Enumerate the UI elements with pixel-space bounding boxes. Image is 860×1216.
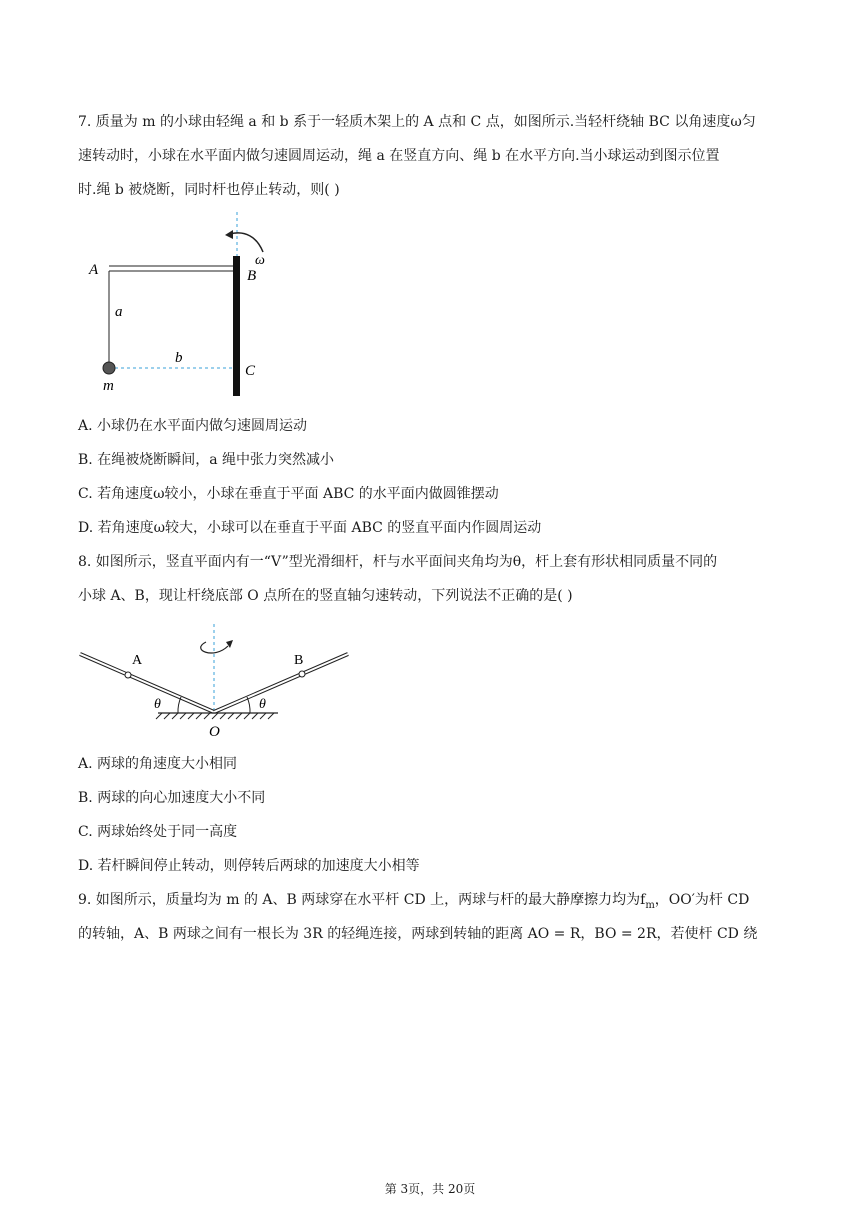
q7-label-c-point: C (245, 363, 256, 379)
q8-arc-left (178, 697, 181, 713)
q7-label-rope-a: a (115, 304, 123, 320)
q7-stem-line-3: 时.绳 b 被烧断，同时杆也停止转动，则( ) (78, 182, 340, 198)
q9-stem-line-1-text: 9. 如图所示，质量均为 m 的 A、B 两球穿在水平杆 CD 上，两球与杆的最大静摩擦力均为f (78, 892, 646, 908)
q7-option-b: B. 在绳被烧断瞬间，a 绳中张力突然减小 (78, 452, 334, 468)
q9-stem-line-1-tail: ，OO′为杆 CD (654, 892, 750, 908)
q9-stem-line-2: 的转轴，A、B 两球之间有一根长为 3R 的轻绳连接，两球到转轴的距离 AO = R，BO = 2R，若使杆 CD 绕 (78, 926, 758, 942)
q7-label-omega: ω (255, 253, 265, 268)
q8-stem-line-1: 8. 如图所示，竖直平面内有一“V”型光滑细杆，杆与水平面间夹角均为θ，杆上套有形状相同质量不同的 (78, 554, 718, 570)
q8-label-b: B (294, 653, 304, 668)
q7-stem-line-1: 7. 质量为 m 的小球由轻绳 a 和 b 系于一轻质木架上的 A 点和 C 点，如图所示.当轻杆绕轴 BC 以角速度ω匀 (78, 114, 756, 130)
q8-label-theta-left: θ (154, 697, 161, 712)
q7-label-a-point: A (89, 262, 99, 278)
q8-label-o: O (209, 724, 220, 740)
q8-label-a: A (132, 653, 143, 668)
q7-label-b-point: B (247, 268, 257, 284)
q8-ball-a (125, 672, 131, 678)
q7-option-a: A. 小球仍在水平面内做匀速圆周运动 (78, 418, 308, 434)
q7-label-rope-b: b (175, 350, 183, 366)
q8-option-b: B. 两球的向心加速度大小不同 (78, 790, 266, 806)
q7-rod-bc (233, 256, 240, 396)
q8-option-a: A. 两球的角速度大小相同 (78, 756, 238, 772)
q9-fm-subscript: m (645, 899, 655, 911)
q7-ball (103, 362, 115, 374)
page-footer: 第 3页，共 20页 (384, 1182, 476, 1196)
q7-figure (85, 212, 285, 402)
q7-option-d: D. 若角速度ω较大，小球可以在垂直于平面 ABC 的竖直平面内作圆周运动 (78, 520, 542, 536)
q8-stem-line-2: 小球 A、B，现让杆绕底部 O 点所在的竖直轴匀速转动，下列说法不正确的是( ) (78, 588, 573, 604)
q9-stem-line-1 (78, 890, 749, 916)
q7-rotation-arrow (230, 233, 263, 252)
q7-stem-line-2: 速转动时，小球在水平面内做匀速圆周运动，绳 a 在竖直方向、绳 b 在水平方向.当小球运动到图示位置 (78, 148, 720, 164)
q7-arrow-head (225, 230, 233, 239)
q7-option-c: C. 若角速度ω较小，小球在垂直于平面 ABC 的水平面内做圆锥摆动 (78, 486, 499, 502)
q8-rod-right-inner (214, 654, 348, 712)
q7-label-mass: m (103, 378, 114, 394)
q8-ball-b (299, 671, 305, 677)
q8-option-d: D. 若杆瞬间停止转动，则停转后两球的加速度大小相等 (78, 858, 420, 874)
q8-arc-right (247, 697, 250, 713)
q8-rod-left-inner (80, 654, 214, 712)
q8-label-theta-right: θ (259, 697, 266, 712)
q8-ground-hatch (156, 713, 274, 719)
q8-figure (78, 620, 363, 740)
q8-option-c: C. 两球始终处于同一高度 (78, 824, 238, 840)
